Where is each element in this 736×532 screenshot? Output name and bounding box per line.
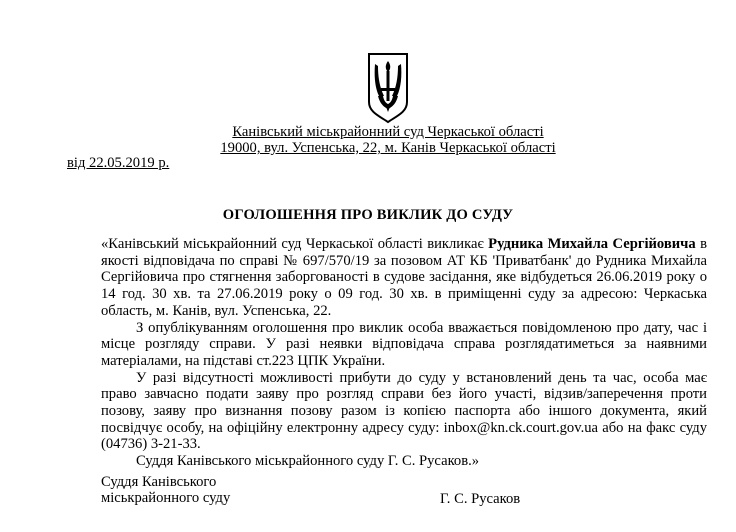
trident-coat-of-arms-icon: [366, 52, 410, 124]
signature-line-1: Суддя Канівського: [101, 474, 217, 490]
page-title: ОГОЛОШЕННЯ ПРО ВИКЛИК ДО СУДУ: [222, 207, 514, 223]
signature-title: [101, 474, 230, 506]
paragraph-judge: Суддя Канівського міськрайонного суду Г. С. Русаков.»: [136, 453, 480, 470]
document-date: від 22.05.2019 р.: [67, 155, 170, 171]
defendant-name: Рудника Михайла Сергійовича: [488, 236, 696, 252]
court-name: Канівський міськрайонний суд Черкаської області: [232, 124, 544, 140]
court-address: 19000, вул. Успенська, 22, м. Канів Черкаської області: [220, 140, 556, 156]
summons-details: в якості відповідача по справі № 697/570/19 за позовом АТ КБ 'Приватбанк' до Рудника Михайла Сергійовича про стягнення заборгованості в судове засідання, яке відбудеться 26.06.2019 року о 14 год. 30 хв. та 27.06.2019 року о 09 год. 30 хв. в приміщенні суду за адресою: Черкаська область, м. Канів, вул. Успенська, 22.: [101, 236, 708, 319]
announcement-body: [101, 236, 707, 470]
signature-name: Г. С. Русаков: [440, 491, 521, 507]
signature-line-2: міськрайонного суду: [101, 490, 231, 506]
paragraph-options: У разі відсутності можливості прибути до суду у встановлений день та час, особа має право завчасно подати заяву про розгляд справи без його участі, відзив/заперечення проти позову, заяву про визнання позову разом із копією паспорта або іншого документа, який посвідчує особу, на офіційну електронну адресу суду: inbox@kn.ck.court.gov.ua або на факс суду (04736) 3-21-33.: [101, 369, 707, 453]
paragraph-notice: З опублікуванням оголошення про виклик особа вважається повідомленою про дату, час і місце розгляду справи. У разі неявки відповідача справа розглядатиметься за наявними матеріалами, на підставі ст.223 ЦПК України.: [101, 319, 707, 369]
paragraph-summons: [101, 236, 707, 320]
court-header: [218, 124, 558, 156]
summons-intro: «Канівський міськрайонний суд Черкаської області викликає: [101, 236, 489, 252]
